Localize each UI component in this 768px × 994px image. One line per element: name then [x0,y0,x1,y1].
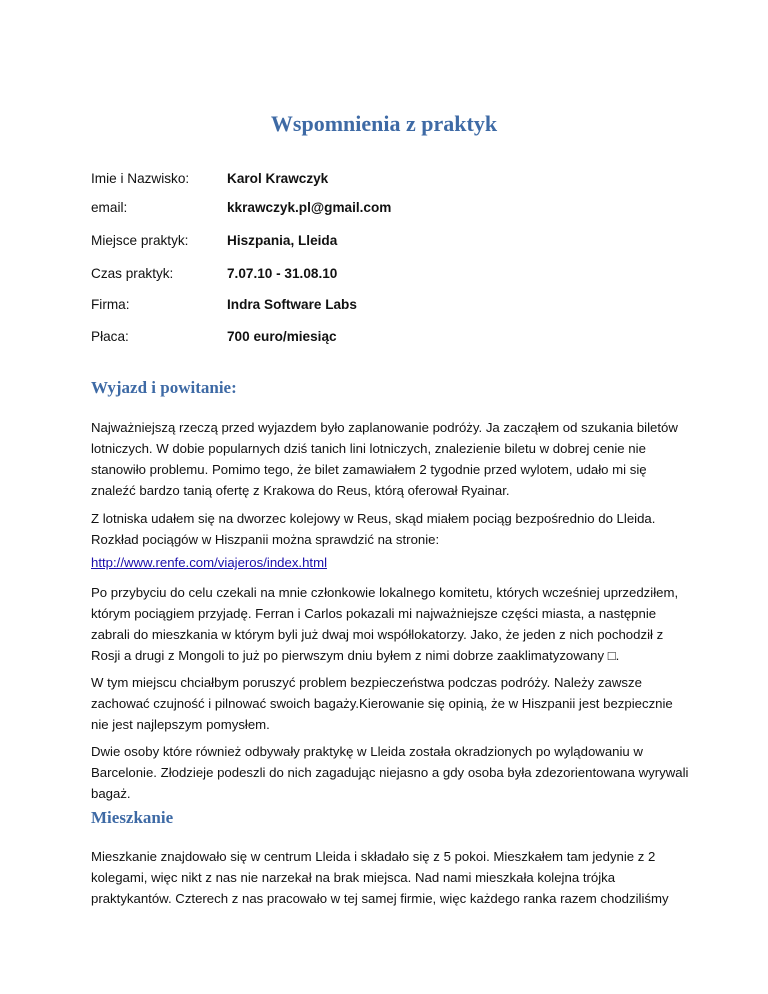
info-row-salary [91,328,337,346]
info-label: email: [91,200,128,215]
paragraph-line: Mieszkanie znajdowało się w centrum Lleida i składało się z 5 pokoi. Mieszkałem tam jedynie z 2 [91,849,656,864]
paragraph-line: nie jest najlepszym pomysłem. [91,717,270,732]
paragraph-line: Najważniejszą rzeczą przed wyjazdem było zaplanowanie podróży. Ja zacząłem od szukania biletów [91,420,678,435]
paragraph-line: Rozkład pociągów w Hiszpanii można sprawdzić na stronie: [91,532,440,547]
info-row-email [91,199,391,217]
paragraph [91,846,691,909]
paragraph-line: Z lotniska udałem się na dworzec kolejowy w Reus, skąd miałem pociąg bezpośrednio do Lleida. [91,511,656,526]
paragraph [91,417,691,501]
paragraph-line: lotniczych. W dobie popularnych dziś tanich lini lotniczych, znalezienie biletu w dobrej cenie nie [91,441,646,456]
paragraph [91,582,691,666]
paragraph-line: stanowiło problemu. Pomimo tego, że bilet zamawiałem 2 tygodnie przed wylotem, udało mi się [91,462,647,477]
info-label: Firma: [91,297,130,312]
info-value: 700 euro/miesiąc [227,329,337,344]
info-label: Płaca: [91,329,129,344]
section-heading-departure: Wyjazd i powitanie: [91,378,237,397]
paragraph-line: Po przybyciu do celu czekali na mnie członkowie lokalnego komitetu, których wcześniej uprzedziłem, [91,585,679,600]
info-row-name [91,170,328,188]
info-row-company [91,296,357,314]
paragraph-line: Rosji a drugi z Mongoli to już po pierwszym dniu byłem z nimi dobrze zaaklimatyzowany □. [91,648,620,663]
info-row-period [91,265,337,283]
info-row-location [91,232,337,250]
paragraph-line: którym pociągiem przyjadę. Ferran i Carlos pokazali mi najważniejsze części miasta, a następnie [91,606,657,621]
page-title: Wspomnienia z praktyk [270,111,498,136]
paragraph-line: kolegami, więc nikt z nas nie narzekał na brak miejsca. Nad nami mieszkała kolejna trójka [91,870,616,885]
info-value: 7.07.10 - 31.08.10 [227,266,338,281]
info-value: Karol Krawczyk [227,171,329,186]
paragraph-line: Dwie osoby które również odbywały praktykę w Lleida została okradzionych po wylądowaniu w [91,744,643,759]
paragraph-line: W tym miejscu chciałbym poruszyć problem bezpieczeństwa podczas podróży. Należy zawsze [91,675,642,690]
info-value: kkrawczyk.pl@gmail.com [227,200,392,215]
info-value: Hiszpania, Lleida [227,233,338,248]
info-label: Imie i Nazwisko: [91,171,190,186]
info-label: Czas praktyk: [91,266,174,281]
info-value: Indra Software Labs [227,297,357,312]
paragraph-line: zachować czujność i pilnować swoich bagaży.Kierowanie się opinią, że w Hiszpanii jest bezpiecznie [91,696,673,711]
paragraph-line: praktykantów. Czterech z nas pracowało w tej samej firmie, więc każdego ranka razem chodziliśmy [91,891,669,906]
renfe-link[interactable]: http://www.renfe.com/viajeros/index.html [91,555,328,570]
paragraph [91,508,691,550]
paragraph-line: zabrali do mieszkania w którym byli już dwaj moi współlokatorzy. Jako, że jeden z nich pochodził z [91,627,664,642]
paragraph-line: Barcelonie. Złodzieje podeszli do nich zagadując niejasno a gdy osoba była zdezorientowana wyrywali [91,765,689,780]
section-heading-apartment: Mieszkanie [91,808,174,827]
info-label: Miejsce praktyk: [91,233,189,248]
paragraph [91,672,691,735]
paragraph-line: znaleźć bardzo tanią ofertę z Krakowa do Reus, którą oferował Ryainar. [91,483,510,498]
paragraph-line: bagaż. [91,786,131,801]
paragraph [91,741,691,804]
paragraph [91,552,691,573]
